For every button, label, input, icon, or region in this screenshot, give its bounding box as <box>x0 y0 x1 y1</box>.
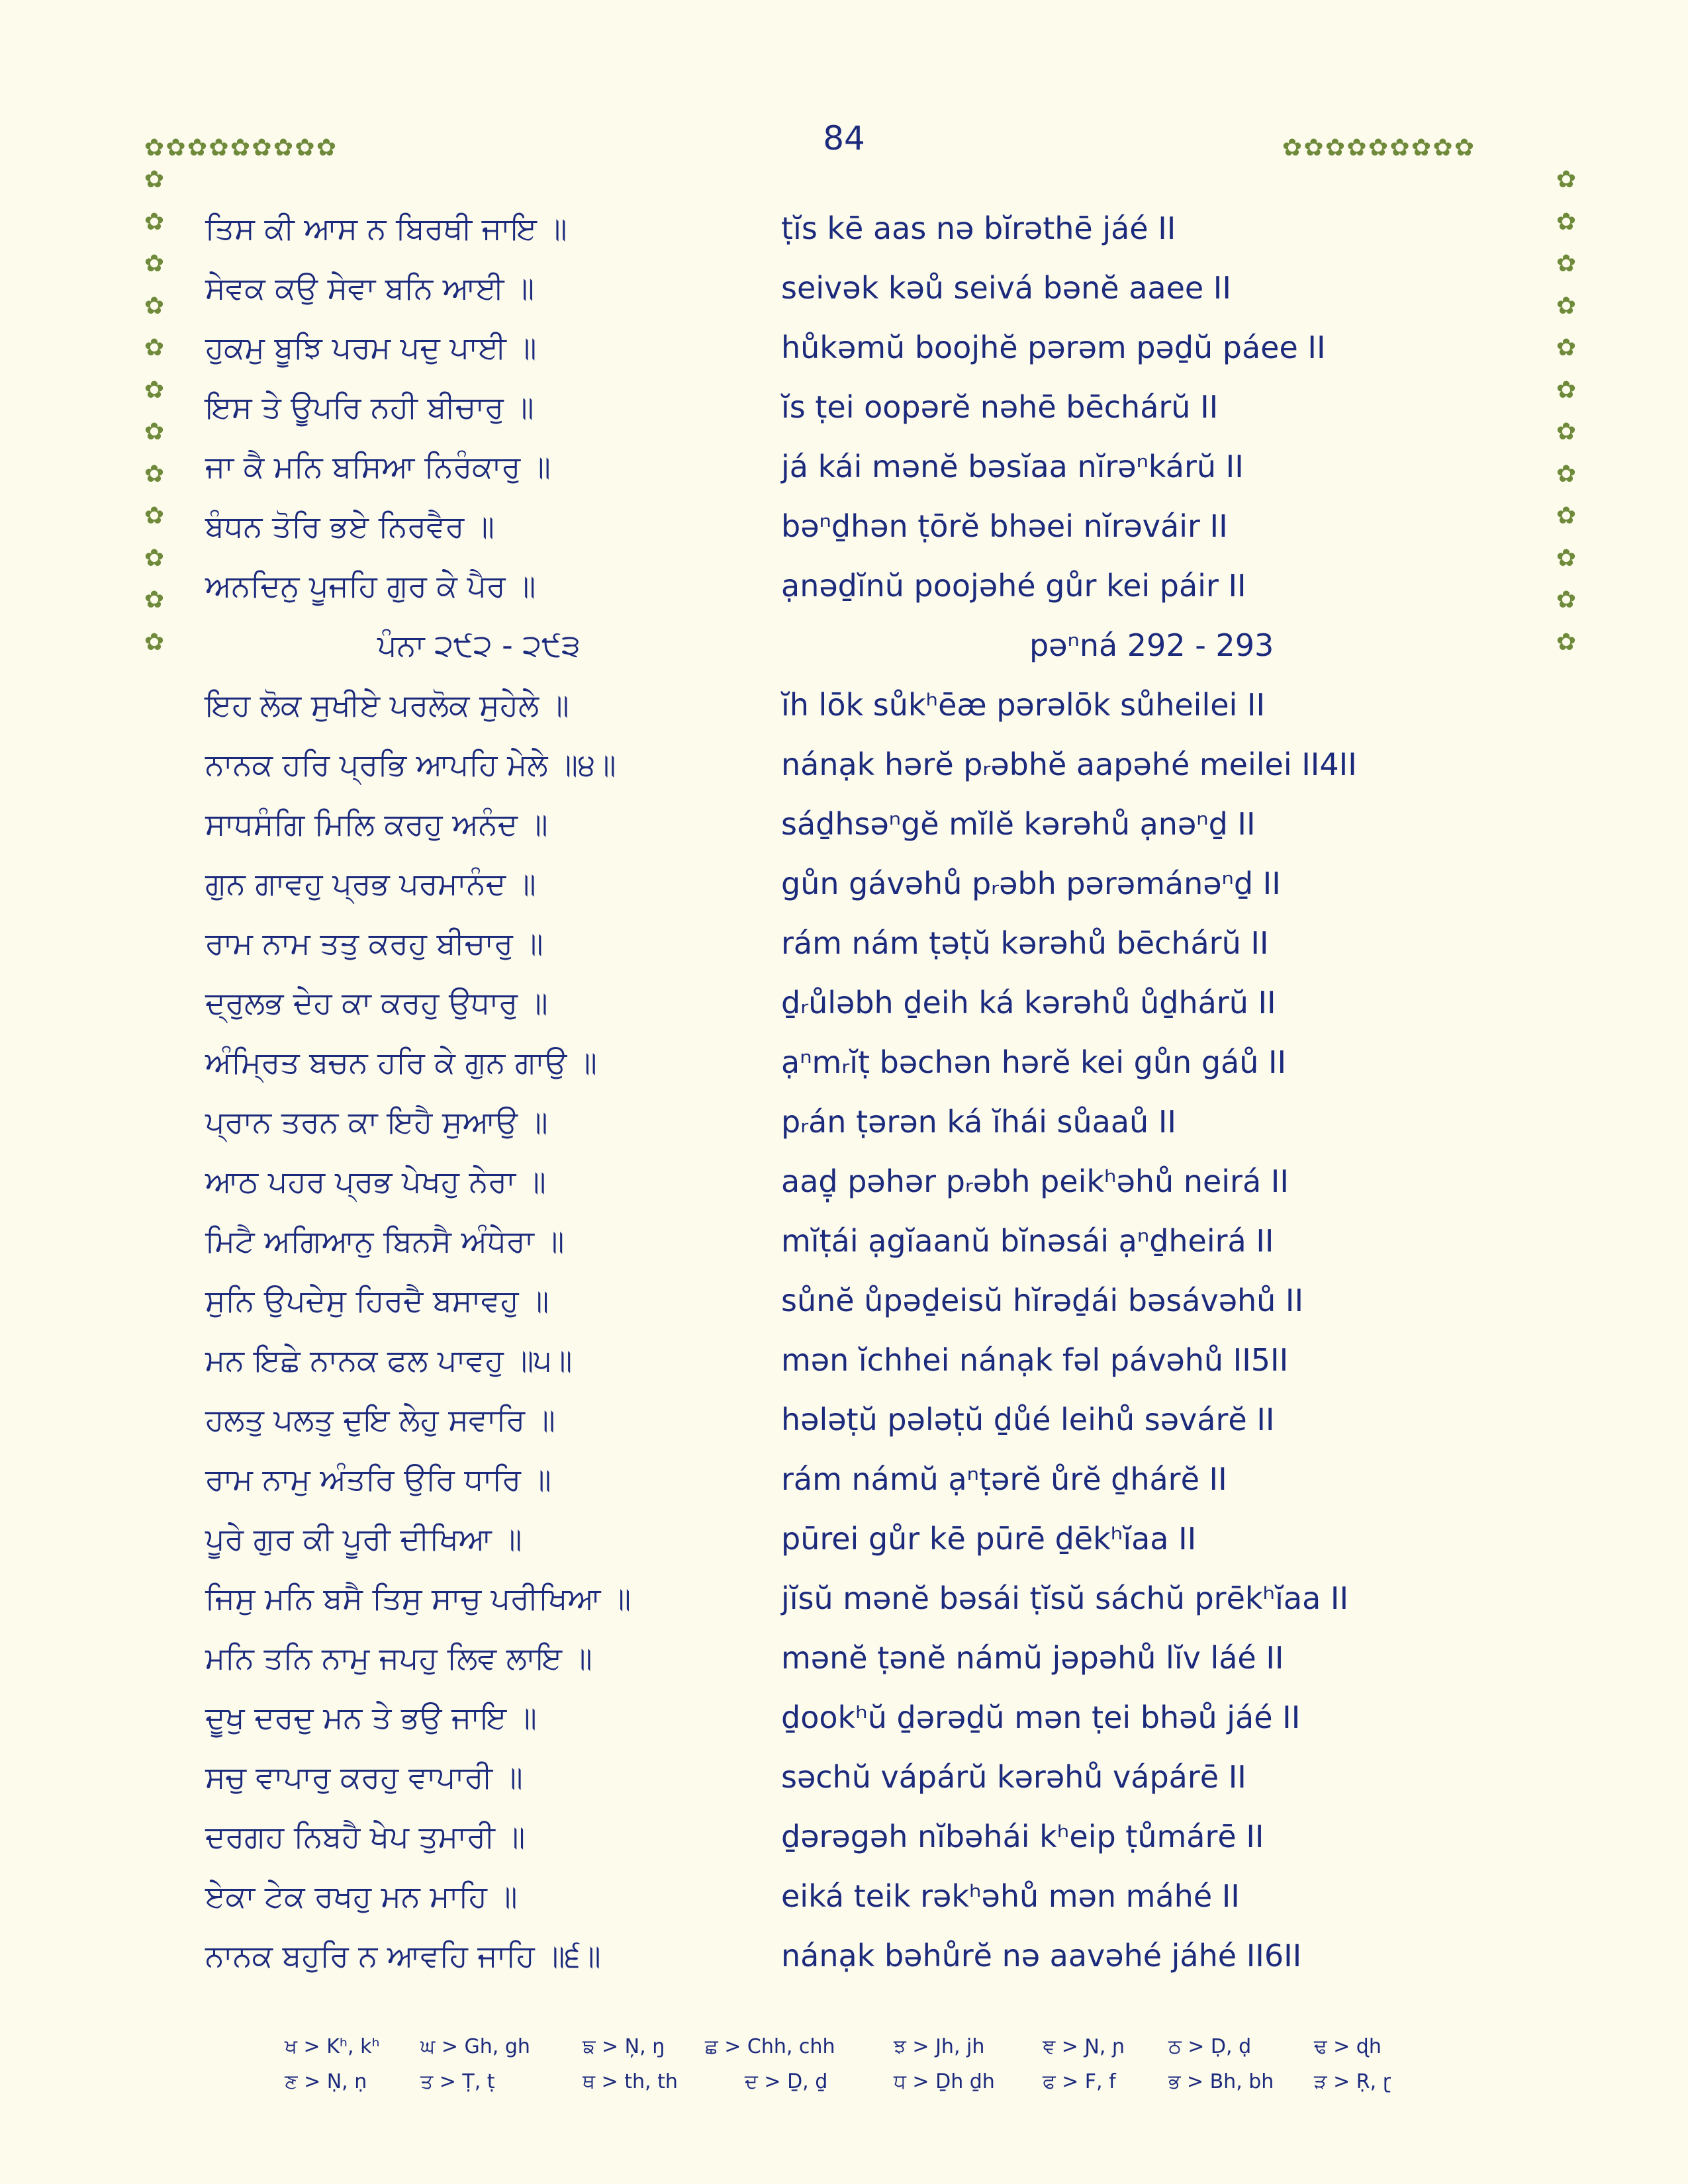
verse-line <box>0 1509 1688 1569</box>
legend-entry: ਫ > F, f <box>1043 2070 1116 2093</box>
flower-icon: ✿ <box>144 208 165 236</box>
verse-line <box>0 1926 1688 1985</box>
flower-icon: ✿ <box>1303 134 1324 161</box>
gurmukhi-text: ਪ੍ਰਾਨ ਤਰਨ ਕਾ ਇਹੈ ਸੁਆਉ ॥ <box>205 1104 548 1140</box>
flower-icon: ✿ <box>144 376 165 404</box>
verse-line <box>0 1688 1688 1747</box>
verse-line <box>0 735 1688 794</box>
flower-icon: ✿ <box>1556 166 1577 193</box>
verse-line <box>0 1152 1688 1211</box>
transliteration-text: mĭṭái ạgĭaanŭ bĭnəsái ạⁿḏheirá II <box>781 1223 1274 1259</box>
flower-icon: ✿ <box>144 460 165 488</box>
flower-icon: ✿ <box>1346 134 1367 161</box>
legend-entry: ਛ > Chh, chh <box>705 2035 835 2058</box>
flower-icon: ✿ <box>1556 376 1577 404</box>
legend-entry: ਧ > Ḏh ḏh <box>894 2070 995 2093</box>
verse-line <box>0 1628 1688 1688</box>
gurmukhi-text: ਇਹ ਲੋਕ ਸੁਖੀਏ ਪਰਲੋਕ ਸੁਹੇਲੇ ॥ <box>205 687 569 723</box>
flower-icon: ✿ <box>144 250 165 277</box>
legend-entry: ਢ > ɖh <box>1314 2035 1382 2058</box>
verse-line <box>0 258 1688 318</box>
gurmukhi-page-reference: ਪੰਨਾ ੨੯੨ - ੨੯੩ <box>377 627 581 663</box>
verse-line <box>0 1866 1688 1926</box>
flower-icon: ✿ <box>273 134 294 161</box>
transliteration-text: səchŭ vápárŭ kərəhů vápárē II <box>781 1759 1246 1795</box>
flower-icon: ✿ <box>1556 586 1577 614</box>
verse-line <box>0 318 1688 377</box>
verse-line <box>0 1271 1688 1330</box>
transliteration-text: ĭs ṭei oopərĕ nəhē bēchárŭ II <box>781 389 1219 425</box>
verse-line <box>0 556 1688 615</box>
verse-line <box>0 913 1688 973</box>
transliteration-text: hələṭŭ pələṭŭ ḏůé leihů səvárĕ II <box>781 1402 1275 1437</box>
verse-line <box>0 1330 1688 1390</box>
gurmukhi-text: ਤਿਸ ਕੀ ਆਸ ਨ ਬਿਰਥੀ ਜਾਇ ॥ <box>205 210 567 246</box>
verse-line <box>0 675 1688 735</box>
transliteration-text: ạⁿmᵣĭṭ bəchən hərĕ kei gůn gáů II <box>781 1044 1287 1080</box>
legend-entry: ਥ > th, th <box>583 2070 678 2093</box>
page-reference-header <box>0 615 1688 675</box>
transliteration-text: seivək kəů seivá bənĕ aaee II <box>781 270 1231 306</box>
legend-entry: ਦ > Ḏ, ḏ <box>745 2070 828 2093</box>
flower-icon: ✿ <box>187 134 208 161</box>
flower-icon: ✿ <box>1556 628 1577 656</box>
flower-icon: ✿ <box>1432 134 1453 161</box>
gurmukhi-text: ਹੁਕਮੁ ਬੂਝਿ ਪਰਮ ਪਦੁ ਪਾਈ ॥ <box>205 330 537 365</box>
transliteration-text: pūrei gůr kē pūrē ḏēkʰĭaa II <box>781 1521 1197 1557</box>
transliteration-page-reference: pəⁿná 292 - 293 <box>1029 627 1274 663</box>
gurmukhi-text: ਮਨ ਇਛੇ ਨਾਨਕ ਫਲ ਪਾਵਹੁ ॥੫॥ <box>205 1342 573 1378</box>
flower-icon: ✿ <box>1556 460 1577 488</box>
transliteration-text: ḏᵣůləbh ḏeih ká kərəhů ůḏhárŭ II <box>781 985 1276 1021</box>
transliteration-text: gůn gávəhů pᵣəbh pərəmánəⁿḏ II <box>781 866 1281 901</box>
transliteration-text: rám námŭ ạⁿṭərĕ ůrĕ ḏhárĕ II <box>781 1461 1227 1497</box>
gurmukhi-text: ਸਚੁ ਵਾਪਾਰੁ ਕਰਹੁ ਵਾਪਾਰੀ ॥ <box>205 1759 523 1795</box>
gurmukhi-text: ਅੰਮ੍ਰਿਤ ਬਚਨ ਹਰਿ ਕੇ ਗੁਨ ਗਾਉ ॥ <box>205 1044 597 1080</box>
flower-icon: ✿ <box>144 544 165 572</box>
flower-icon: ✿ <box>295 134 315 161</box>
legend-entry: ਘ > Gh, gh <box>420 2035 530 2058</box>
verse-line <box>0 377 1688 437</box>
gurmukhi-text: ਪੂਰੇ ਗੁਰ ਕੀ ਪੂਰੀ ਦੀਖਿਆ ॥ <box>205 1521 522 1557</box>
verse-line <box>0 1032 1688 1092</box>
gurmukhi-text: ਰਾਮ ਨਾਮ ਤਤੁ ਕਰਹੁ ਬੀਚਾਰੁ ॥ <box>205 925 543 961</box>
flower-icon: ✿ <box>252 134 272 161</box>
gurmukhi-text: ਨਾਨਕ ਹਰਿ ਪ੍ਰਭਿ ਆਪਹਿ ਮੇਲੇ ॥੪॥ <box>205 747 616 782</box>
gurmukhi-text: ਜਿਸੁ ਮਨਿ ਬਸੈ ਤਿਸੁ ਸਾਚੁ ਪਰੀਖਿਆ ॥ <box>205 1580 632 1616</box>
verse-line <box>0 496 1688 556</box>
verse-line <box>0 854 1688 913</box>
transliteration-text: sůnĕ ůpəḏeisŭ hĭrəḏái bəsávəhů II <box>781 1283 1304 1318</box>
gurmukhi-text: ਮਨਿ ਤਨਿ ਨਾਮੁ ਜਪਹੁ ਲਿਵ ਲਾਇ ॥ <box>205 1640 592 1676</box>
legend-entry: ਖ > Kʰ, kʰ <box>285 2035 380 2058</box>
flower-icon: ✿ <box>230 134 251 161</box>
transliteration-text: eiká teik rəkʰəhů mən máhé II <box>781 1878 1240 1914</box>
legend-entry: ਠ > Ḍ, ḍ <box>1168 2035 1252 2058</box>
gurmukhi-text: ਨਾਨਕ ਬਹੁਰਿ ਨ ਆਵਹਿ ਜਾਹਿ ॥੬॥ <box>205 1938 601 1974</box>
flower-icon: ✿ <box>1556 250 1577 277</box>
legend-entry: ੜ > Ṛ, ɽ <box>1314 2070 1391 2093</box>
flower-icon: ✿ <box>165 134 186 161</box>
flower-icon: ✿ <box>144 134 165 161</box>
gurmukhi-text: ਅਨਦਿਨੁ ਪੂਜਹਿ ਗੁਰ ਕੇ ਪੈਰ ॥ <box>205 568 536 604</box>
transliteration-text: mənĕ ṭənĕ námŭ jəpəhů lĭv láé II <box>781 1640 1284 1676</box>
transliteration-text: mən ĭchhei nánạk fəl pávəhů II5II <box>781 1342 1289 1378</box>
flower-icon: ✿ <box>1556 502 1577 529</box>
transliteration-text: aaḏ̣ pəhər pᵣəbh peikʰəhů neirá II <box>781 1163 1289 1199</box>
flower-icon: ✿ <box>1556 292 1577 320</box>
transliteration-text: ḏookʰŭ ḏərəḏŭ mən ṭei bhəů jáé II <box>781 1700 1301 1735</box>
transliteration-text: nánạk hərĕ pᵣəbhĕ aapəhé meilei II4II <box>781 747 1357 782</box>
page-number: 84 <box>823 119 865 158</box>
flower-icon: ✿ <box>1368 134 1389 161</box>
gurmukhi-text: ਹਲਤੁ ਪਲਤੁ ਦੁਇ ਲੇਹੁ ਸਵਾਰਿ ॥ <box>205 1402 555 1437</box>
verse-line <box>0 1807 1688 1866</box>
legend-entry: ਙ > Ņ, ŋ <box>583 2035 665 2058</box>
flower-icon: ✿ <box>316 134 337 161</box>
transliteration-text: pᵣán ṭərən ká ĭhái sůaaů II <box>781 1104 1176 1140</box>
verse-line <box>0 1449 1688 1509</box>
flower-icon: ✿ <box>144 334 165 361</box>
legend-entry: ਭ > Bh, bh <box>1168 2070 1274 2093</box>
flower-icon: ✿ <box>209 134 229 161</box>
flower-icon: ✿ <box>144 166 165 193</box>
verse-line <box>0 973 1688 1032</box>
gurmukhi-text: ਜਾ ਕੈ ਮਨਿ ਬਸਿਆ ਨਿਰੰਕਾਰੁ ॥ <box>205 449 551 484</box>
flower-icon: ✿ <box>1282 134 1303 161</box>
gurmukhi-text: ਇਸ ਤੇ ਊਪਰਿ ਨਹੀ ਬੀਚਾਰੁ ॥ <box>205 389 534 425</box>
flower-icon: ✿ <box>1325 134 1346 161</box>
transliteration-text: já kái mənĕ bəsĭaa nĭrəⁿkárŭ II <box>781 449 1244 484</box>
gurmukhi-text: ਆਠ ਪਹਰ ਪ੍ਰਭ ਪੇਖਹੁ ਨੇਰਾ ॥ <box>205 1163 546 1199</box>
flower-icon: ✿ <box>1389 134 1410 161</box>
transliteration-text: ḏərəgəh nĭbəhái kʰeip ṭůmárē II <box>781 1819 1264 1854</box>
flower-icon: ✿ <box>144 628 165 656</box>
flower-icon: ✿ <box>1411 134 1432 161</box>
flower-icon: ✿ <box>1556 334 1577 361</box>
transliteration-text: sáḏhsəⁿgĕ mĭlĕ kərəhů ạnəⁿḏ II <box>781 806 1256 842</box>
legend-entry: ਣ > Ṇ, ṇ <box>285 2070 367 2093</box>
transliteration-text: hůkəmŭ boojhĕ pərəm pəḏŭ páee II <box>781 330 1326 365</box>
gurmukhi-text: ਏਕਾ ਟੇਕ ਰਖਹੁ ਮਨ ਮਾਹਿ ॥ <box>205 1878 518 1914</box>
transliteration-text: ạnəḏĭnŭ poojəhé gůr kei páir II <box>781 568 1246 604</box>
gurmukhi-text: ਦ੍ਰੁਲਭ ਦੇਹ ਕਾ ਕਰਹੁ ਉਧਾਰੁ ॥ <box>205 985 548 1021</box>
verse-line <box>0 794 1688 854</box>
transliteration-text: nánạk bəhůrĕ nə aavəhé jáhé II6II <box>781 1938 1302 1974</box>
flower-icon: ✿ <box>144 418 165 445</box>
verse-line <box>0 1569 1688 1628</box>
flower-icon: ✿ <box>144 586 165 614</box>
flower-icon: ✿ <box>1556 544 1577 572</box>
verse-line <box>0 1747 1688 1807</box>
gurmukhi-text: ਦੂਖੁ ਦਰਦੁ ਮਨ ਤੇ ਭਉ ਜਾਇ ॥ <box>205 1700 537 1735</box>
gurmukhi-text: ਦਰਗਹ ਨਿਬਹੈ ਖੇਪ ਤੁਮਾਰੀ ॥ <box>205 1819 526 1854</box>
verse-line <box>0 1092 1688 1152</box>
flower-icon: ✿ <box>144 292 165 320</box>
gurmukhi-text: ਮਿਟੈ ਅਗਿਆਨੁ ਬਿਨਸੈ ਅੰਧੇਰਾ ॥ <box>205 1223 565 1259</box>
transliteration-text: ĭh lōk sůkʰēæ pərəlōk sůheilei II <box>781 687 1266 723</box>
gurmukhi-text: ਸੇਵਕ ਕਉ ਸੇਵਾ ਬਨਿ ਆਈ ॥ <box>205 270 535 306</box>
gurmukhi-text: ਰਾਮ ਨਾਮੁ ਅੰਤਰਿ ਉਰਿ ਧਾਰਿ ॥ <box>205 1461 551 1497</box>
gurmukhi-text: ਬੰਧਨ ਤੋਰਿ ਭਏ ਨਿਰਵੈਰ ॥ <box>205 508 494 544</box>
verse-line <box>0 1211 1688 1271</box>
legend-entry: ਞ > Ɲ, ɲ <box>1043 2035 1125 2058</box>
gurmukhi-text: ਗੁਨ ਗਾਵਹੁ ਪ੍ਰਭ ਪਰਮਾਨੰਦ ॥ <box>205 866 536 901</box>
flower-icon: ✿ <box>1556 208 1577 236</box>
transliteration-text: rám nám ṭəṭŭ kərəhů bēchárŭ II <box>781 925 1269 961</box>
verse-line <box>0 199 1688 258</box>
flower-icon: ✿ <box>1556 418 1577 445</box>
verse-line <box>0 1390 1688 1449</box>
verse-line <box>0 437 1688 496</box>
legend-entry: ਤ > Ṭ, ṭ <box>420 2070 495 2093</box>
gurmukhi-text: ਸਾਧਸੰਗਿ ਮਿਲਿ ਕਰਹੁ ਅਨੰਦ ॥ <box>205 806 548 842</box>
flower-icon: ✿ <box>1454 134 1475 161</box>
gurmukhi-text: ਸੁਨਿ ਉਪਦੇਸੁ ਹਿਰਦੈ ਬਸਾਵਹੁ ॥ <box>205 1283 549 1318</box>
flower-icon: ✿ <box>144 502 165 529</box>
transliteration-text: bəⁿḏhən ṭōrĕ bhəei nĭrəváir II <box>781 508 1228 544</box>
transliteration-text: jĭsŭ mənĕ bəsái ṭĭsŭ sáchŭ prēkʰĭaa II <box>781 1580 1349 1616</box>
legend-entry: ਝ > Jh, jh <box>894 2035 985 2058</box>
transliteration-text: ṭĭs kē aas nə bĭrəthē jáé II <box>781 210 1176 246</box>
